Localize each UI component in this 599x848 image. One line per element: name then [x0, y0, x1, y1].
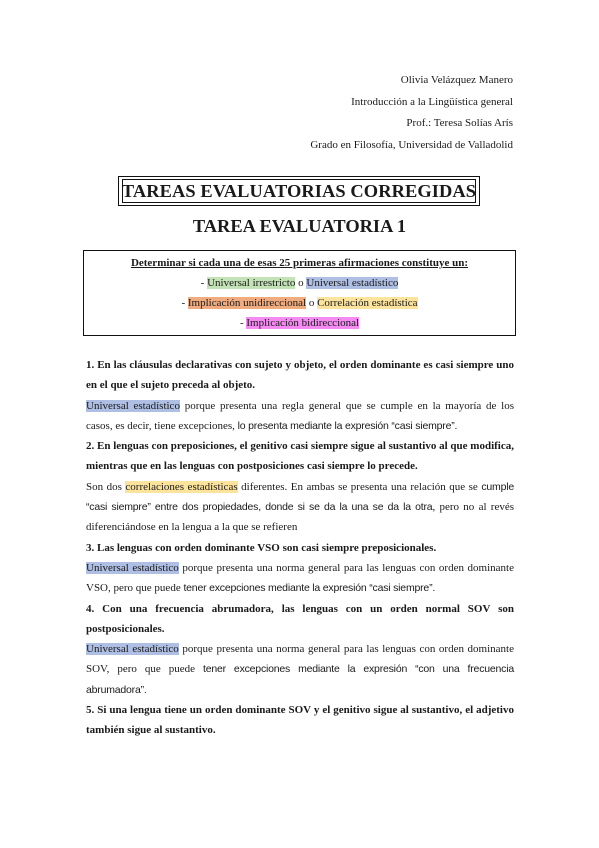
answer-4-label: Universal estadístico	[86, 643, 179, 656]
option-prefix: -	[239, 317, 247, 329]
body-text	[86, 355, 514, 741]
task-title: TAREA EVALUATORIA 1	[192, 216, 407, 236]
question-3: 3. Las lenguas con orden dominante VSO son casi siempre preposicionales.	[86, 541, 437, 554]
answer-2	[86, 477, 514, 538]
answer-1-detail: lo presenta mediante la expresión “casi siempre”.	[237, 419, 458, 432]
answer-4	[86, 639, 514, 700]
question-1: 1. En las cláusulas declarativas con sujeto y objeto, el orden dominante es casi siempre uno en el que el sujeto preceda al objeto.	[86, 359, 514, 392]
answer-3-text: porque presenta una norma general para las lenguas con orden dominante VSO, pero que puede	[86, 561, 514, 595]
option-prefix: -	[181, 297, 188, 309]
option-separator: o	[295, 277, 307, 289]
answer-3-label: Universal estadístico	[86, 561, 179, 574]
option-implicacion-unidireccional: Implicación unidireccional	[187, 297, 307, 309]
option-universal-irrestricto: Universal irrestricto	[207, 277, 296, 289]
answer-2-text: diferentes. En ambas se presenta una relación que se	[237, 480, 482, 493]
answer-2-end: , pero no al revés diferenciándose en la lengua a la que se refieren	[86, 501, 514, 534]
answer-4-detail: tener excepciones mediante la expresión “con una frecuencia abrumadora”.	[86, 663, 514, 696]
option-correlacion-estadistica: Correlación estadística	[317, 297, 418, 309]
author-name: Olivia Velázquez Manero	[400, 74, 513, 86]
course-name: Introducción a la Lingüística general	[351, 95, 513, 108]
answer-3-detail: tener excepciones mediante la expresión “casi siempre”.	[183, 582, 436, 595]
answer-2-intro: Son dos	[86, 480, 126, 493]
answer-1-text: porque presenta una regla general que se cumple en la mayoría de los casos, es decir, tiene excepciones,	[86, 399, 514, 432]
option-universal-estadistico: Universal estadístico	[306, 277, 399, 289]
instructions-box	[83, 250, 516, 336]
answer-2-label: correlaciones estadísticas	[125, 480, 238, 493]
question-2: 2. En lenguas con preposiciones, el genitivo casi siempre sigue al sustantivo al que modifica, mientras que en las lenguas con postposiciones casi siempre lo precede.	[86, 440, 514, 473]
main-title: TAREAS EVALUATORIAS CORREGIDAS	[121, 181, 477, 201]
professor-name: Prof.: Teresa Solías Arís	[406, 117, 513, 130]
answer-3	[86, 558, 514, 599]
answer-2-detail: cumple “casi siempre” entre dos propiedades, donde si se da la una se da la otra	[86, 480, 514, 514]
answer-1	[86, 396, 514, 437]
answer-4-text: porque presenta una norma general para las lenguas con orden dominante SOV, pero que puede	[86, 643, 514, 676]
instructions-heading: Determinar si cada una de esas 25 primeras afirmaciones constituye un:	[130, 257, 469, 269]
option-line-1	[84, 273, 515, 293]
option-prefix: -	[200, 277, 208, 289]
question-5: 5. Si una lengua tiene un orden dominante SOV y el genitivo sigue al sustantivo, el adjetivo también sigue al sustantivo.	[86, 704, 514, 737]
document-header	[310, 70, 513, 157]
answer-1-label: Universal estadístico	[86, 399, 180, 412]
option-implicacion-bidireccional: Implicación bidireccional	[246, 317, 360, 329]
option-separator: o	[306, 297, 318, 309]
option-line-3	[84, 313, 515, 333]
option-line-2	[84, 293, 515, 313]
main-title-box	[118, 176, 480, 206]
main-title-inner-border	[122, 179, 476, 203]
degree-name: Grado en Filosofía, Universidad de Valladolid	[310, 139, 513, 152]
question-4: 4. Con una frecuencia abrumadora, las lenguas con un orden normal SOV son postposicionales.	[86, 602, 514, 635]
